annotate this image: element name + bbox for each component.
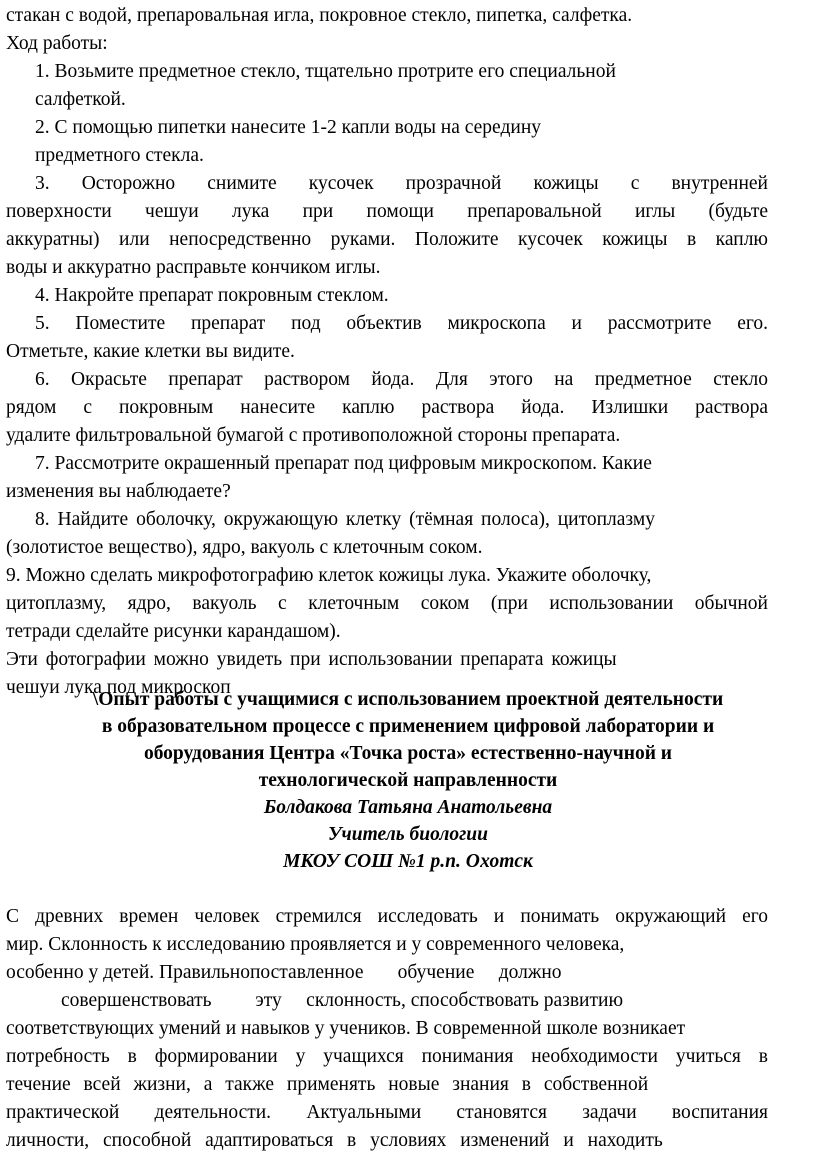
step-3-line-4: воды и аккуратно расправьте кончиком иглы.: [6, 257, 381, 278]
step-7-line-1: 7. Рассмотрите окрашенный препарат под цифровым микроскопом. Какие: [35, 453, 652, 474]
procedure-heading: Ход работы:: [6, 33, 108, 54]
step-9-line-3: тетради сделайте рисунки карандашом).: [6, 621, 341, 642]
article-title-line-4: технологической направленности: [258, 770, 558, 791]
photo-note-line-1: Эти фотографии можно увидеть при использовании препарата кожицы: [6, 649, 617, 670]
step-1-line-1: 1. Возьмите предметное стекло, тщательно протрите его специальной: [35, 61, 616, 82]
article-title-line-2: в образовательном процессе с применением цифровой лаборатории и: [101, 716, 715, 737]
step-3-line-1: 3. Осторожно снимите кусочек прозрачной кожицы с внутренней: [35, 173, 768, 194]
step-1-line-2: салфеткой.: [35, 89, 126, 110]
step-6-line-2: рядом с покровным нанесите каплю раствора йода. Излишки раствора: [6, 397, 768, 418]
intro-line-3: особенно у детей. Правильнопоставленное обучение должно: [6, 962, 562, 983]
intro-line-9: личности, способной адаптироваться в условиях изменений и находить: [6, 1130, 663, 1151]
article-title-line-3: оборудования Центра «Точка роста» естественно-научной и: [143, 743, 673, 764]
author-name: Болдакова Татьяна Анатольевна: [263, 797, 553, 818]
photo-note-line-2: чешуи лука под микроскоп: [6, 677, 231, 698]
step-6-line-3: удалите фильтровальной бумагой с противоположной стороны препарата.: [6, 425, 621, 446]
step-5-line-2: Отметьте, какие клетки вы видите.: [6, 341, 295, 362]
article-heading: [0, 686, 816, 875]
step-7-line-2: изменения вы наблюдаете?: [6, 481, 231, 502]
intro-line-4: совершенствовать эту склонность, способствовать развитию: [61, 990, 624, 1011]
school-name: МКОУ СОШ №1 р.п. Охотск: [283, 851, 533, 872]
intro-line-5: соответствующих умений и навыков у учеников. В современной школе возникает: [6, 1018, 686, 1039]
intro-line-6: потребность в формировании у учащихся понимания необходимости учиться в: [6, 1046, 768, 1067]
procedure-section: [6, 2, 768, 702]
step-9-line-1: 9. Можно сделать микрофотографию клеток кожицы лука. Укажите оболочку,: [6, 565, 652, 586]
step-3-line-2: поверхности чешуи лука при помощи препаровальной иглы (будьте: [6, 201, 768, 222]
intro-line-8: практической деятельности. Актуальными становятся задачи воспитания: [6, 1102, 768, 1123]
step-8-line-2: (золотистое вещество), ядро, вакуоль с клеточным соком.: [6, 537, 483, 558]
step-3-line-3: аккуратны) или непосредственно руками. Положите кусочек кожицы в каплю: [6, 229, 768, 250]
intro-line-2: мир. Склонность к исследованию проявляется и у современного человека,: [6, 934, 625, 955]
materials-line: стакан с водой, препаровальная игла, покровное стекло, пипетка, салфетка.: [6, 5, 633, 26]
author-position: Учитель биологии: [327, 824, 488, 845]
step-2-line-1: 2. С помощью пипетки нанесите 1-2 капли воды на середину: [35, 117, 542, 138]
step-6-line-1: 6. Окрасьте препарат раствором йода. Для этого на предметное стекло: [35, 369, 768, 390]
step-8-line-1: 8. Найдите оболочку, окружающую клетку (тёмная полоса), цитоплазму: [35, 509, 655, 530]
step-5-line-1: 5. Поместите препарат под объектив микроскопа и рассмотрите его.: [35, 313, 768, 334]
step-2-line-2: предметного стекла.: [35, 145, 204, 166]
step-4-line: 4. Накройте препарат покровным стеклом.: [35, 285, 389, 306]
introduction-section: [6, 903, 768, 1155]
intro-line-7: течение всей жизни, а также применять новые знания в собственной: [6, 1074, 649, 1095]
article-title-line-1: \Опыт работы с учащимися с использованием проектной деятельности: [92, 689, 724, 710]
intro-line-1: С древних времен человек стремился исследовать и понимать окружающий его: [6, 906, 768, 927]
step-9-line-2: цитоплазму, ядро, вакуоль с клеточным соком (при использовании обычной: [6, 593, 768, 614]
